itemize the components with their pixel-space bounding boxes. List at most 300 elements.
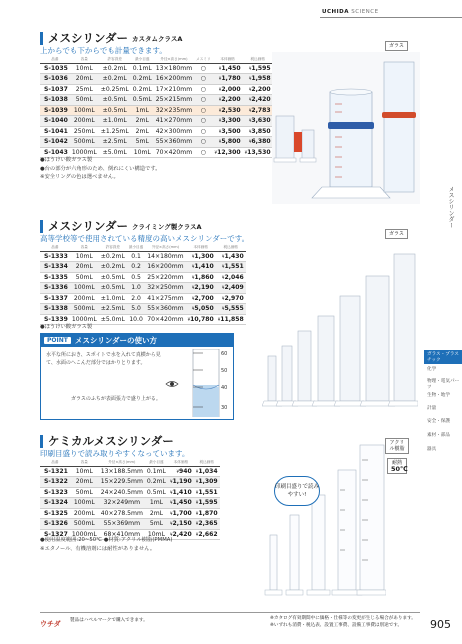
table-header: 外径×高さ(mm)	[99, 460, 145, 466]
product-code: S-1325	[40, 508, 70, 519]
table-cell: ±0.5mL	[99, 105, 131, 116]
section1-notes	[40, 156, 161, 182]
table-cell: 200mL	[70, 293, 99, 304]
table-cell: 0.1mL	[146, 467, 166, 475]
footer-note3: ※いずれも消費・税込表、設置工事費、設備工事費は別途です。	[270, 623, 403, 628]
table-cell	[186, 283, 216, 294]
section1-subtitle-tag: カスタムクラスA	[132, 34, 183, 43]
product-code: S-1037	[40, 84, 70, 95]
heat-label: 耐熱	[391, 460, 402, 466]
section2-product-image	[262, 236, 418, 416]
table-cell: ±1.0mL	[99, 116, 131, 127]
note-line: ●ほうけい酸ガラス製	[40, 324, 93, 330]
price-value: 11,858	[220, 315, 244, 323]
yen-symbol: ¥	[191, 306, 195, 312]
section2-material-tag: ガラス	[385, 229, 408, 239]
table-cell: 10mL	[70, 63, 99, 74]
side-tab-item[interactable]: 器具	[427, 447, 437, 452]
yen-symbol: ¥	[244, 149, 248, 155]
table-cell: 14×180mm	[147, 252, 184, 260]
table-cell: 2.0	[127, 293, 145, 304]
table-cell: 13×188.5mm	[100, 467, 143, 475]
table-cell: 50mL	[70, 95, 99, 106]
section1-title-text: メスシリンダー	[48, 31, 129, 45]
product-code: S-1324	[40, 498, 70, 509]
price-value: 2,150	[172, 520, 192, 528]
table-cell: 17×210mm	[155, 85, 193, 93]
table-cell: ○	[194, 147, 212, 158]
yen-symbol: ¥	[248, 97, 252, 103]
table-cell: ○	[194, 105, 212, 116]
yen-symbol: ¥	[218, 107, 222, 113]
table-cell: 32×249mm	[99, 498, 145, 509]
table-cell: 55×360mm	[147, 305, 184, 313]
product-code: S-1327	[40, 529, 70, 540]
table-row	[40, 116, 273, 127]
side-tab-item[interactable]: ガラス・プラスチック	[424, 350, 462, 364]
product-code: S-1043	[40, 147, 70, 158]
price-value: 2,783	[251, 106, 271, 114]
table-cell: 100mL	[70, 283, 99, 294]
table-cell: 0.5mL	[132, 96, 152, 104]
table-cell	[213, 137, 243, 148]
yen-symbol: ¥	[248, 107, 252, 113]
table-cell: 15×229.5mm	[100, 478, 143, 486]
product-code: S-1036	[40, 74, 70, 85]
table-cell: 0.2mL	[146, 478, 166, 486]
callout-text: 印刷目盛りで読みやすい!	[275, 484, 320, 498]
table-cell: ±2.5mL	[99, 137, 131, 148]
table-cell	[186, 314, 216, 325]
price-value: 2,970	[224, 294, 244, 302]
table-cell: ±5.0mL	[99, 147, 131, 158]
table-cell: 2mL	[145, 508, 168, 519]
point-banner	[40, 333, 234, 347]
meniscus-diagram	[181, 349, 233, 417]
yen-symbol: ¥	[248, 65, 252, 71]
table-cell: ±0.25mL	[100, 85, 129, 93]
table-cell: 25mL	[70, 84, 99, 95]
title-bar	[40, 220, 43, 233]
table-cell: 1000mL	[71, 315, 97, 323]
page-number: 905	[430, 618, 451, 631]
price-value: 2,420	[251, 96, 271, 104]
table-cell: 50mL	[70, 272, 99, 283]
scale-50: 50	[221, 368, 228, 374]
table-cell	[186, 293, 216, 304]
table-cell: 41×270mm	[155, 117, 193, 125]
yen-symbol: ¥	[218, 86, 222, 92]
yen-symbol: ¥	[169, 479, 173, 485]
price-value: 1,410	[172, 488, 192, 496]
table-cell	[168, 498, 194, 509]
table-cell	[213, 84, 243, 95]
table-cell: ○	[194, 63, 212, 74]
table-cell	[216, 262, 246, 273]
table-cell: 500mL	[70, 304, 99, 315]
price-value: 1,300	[194, 252, 214, 260]
yen-symbol: ¥	[195, 521, 199, 527]
price-value: 6,380	[251, 138, 271, 146]
table-cell: 41×275mm	[147, 294, 184, 302]
product-code: S-1323	[40, 487, 70, 498]
product-code: S-1035	[40, 63, 70, 74]
table-row	[40, 63, 273, 74]
yen-symbol: ¥	[169, 521, 173, 527]
table-cell	[243, 126, 273, 137]
price-value: 2,365	[198, 520, 218, 528]
price-value: 2,700	[194, 294, 214, 302]
price-value: 1,450	[221, 64, 241, 72]
yen-symbol: ¥	[221, 285, 225, 291]
table-cell	[194, 529, 220, 540]
product-code: S-1322	[40, 477, 70, 488]
title-bar	[40, 435, 43, 448]
table-cell: 70×420mm	[147, 315, 184, 323]
side-tab-item[interactable]: 物理・電気パーツ	[427, 379, 460, 390]
table-cell: 200mL	[70, 508, 99, 519]
table-header: 本体価格	[168, 460, 194, 466]
table-header: 外径×高さ(mm)	[145, 245, 185, 251]
table-row	[40, 519, 220, 530]
table-row	[40, 137, 273, 148]
price-value: 2,662	[198, 530, 218, 538]
price-value: 1,551	[224, 263, 244, 271]
yen-symbol: ¥	[248, 76, 252, 82]
section3-product-image	[262, 440, 386, 600]
table-cell	[168, 466, 194, 477]
section3-subtitle: 印刷目盛りで読み取りやすくなっています。	[40, 449, 190, 458]
side-tab-item[interactable]: 安全・保護	[427, 419, 450, 424]
yen-symbol: ¥	[218, 118, 222, 124]
price-value: 3,850	[251, 127, 271, 135]
yen-symbol: ¥	[221, 264, 225, 270]
table-header: 最小目盛	[145, 460, 168, 466]
section1-product-image	[272, 52, 420, 204]
table-cell	[168, 487, 194, 498]
price-value: 1,190	[172, 478, 192, 486]
table-cell: 250mL	[70, 126, 99, 137]
scale-30: 30	[221, 405, 228, 411]
yen-symbol: ¥	[218, 76, 222, 82]
note-line: ●使用温度範囲:20~50℃ ●材質:アクリル樹脂(PMMA)	[40, 537, 173, 543]
yen-symbol: ¥	[191, 274, 195, 280]
section2-subtitle-tag: クライミング製クラスA	[132, 222, 202, 231]
table-cell	[213, 147, 243, 158]
yen-symbol: ¥	[221, 253, 225, 259]
section3-notes	[40, 536, 172, 553]
product-code: S-1335	[40, 272, 70, 283]
table-cell: 2mL	[131, 126, 154, 137]
yen-symbol: ¥	[191, 253, 195, 259]
table-header: 最小目盛	[131, 57, 154, 63]
table-row	[40, 466, 220, 477]
table-header: 容量	[70, 460, 99, 466]
table-cell: 0.2	[127, 262, 145, 273]
yen-symbol: ¥	[221, 306, 225, 312]
price-value: 940	[179, 467, 192, 475]
yen-symbol: ¥	[191, 295, 195, 301]
table-cell: 0.5mL	[146, 488, 166, 496]
table-cell: 20mL	[70, 74, 99, 85]
point-box	[40, 347, 234, 420]
price-value: 2,046	[224, 273, 244, 281]
table-cell	[216, 251, 246, 262]
price-value: 1,034	[198, 467, 218, 475]
table-cell	[243, 84, 273, 95]
scale-40: 40	[221, 385, 228, 391]
price-value: 2,530	[221, 106, 241, 114]
table-cell: ±0.5mL	[100, 284, 125, 292]
table-header: 許容誤差	[99, 245, 127, 251]
table-cell	[216, 314, 246, 325]
yen-symbol: ¥	[176, 468, 180, 474]
section2-title-text: メスシリンダー	[48, 219, 129, 233]
table-cell: 2mL	[131, 116, 154, 127]
yen-symbol: ¥	[169, 531, 173, 537]
table-cell	[186, 272, 216, 283]
table-cell: 68×410mm	[99, 529, 145, 540]
price-value: 3,500	[221, 127, 241, 135]
table-cell	[168, 519, 194, 530]
table-cell: 1mL	[145, 498, 168, 509]
table-cell: 25×220mm	[147, 273, 184, 281]
yen-symbol: ¥	[248, 139, 252, 145]
table-cell: 500mL	[70, 519, 99, 530]
yen-symbol: ¥	[218, 97, 222, 103]
section1-subtitle: 上からでも下からでも計量できます。	[40, 46, 167, 55]
table-cell: 20mL	[70, 477, 99, 488]
yen-symbol: ¥	[217, 316, 221, 322]
brand-light: SCIENCE	[351, 9, 379, 15]
table-header: 品番	[40, 245, 70, 251]
note-line: ※エタノール、有機溶剤には耐性がありません。	[40, 545, 156, 552]
table-row	[40, 126, 273, 137]
product-code: S-1338	[40, 304, 70, 315]
table-cell: 200mL	[70, 116, 99, 127]
price-value: 1,860	[194, 273, 214, 281]
product-code: S-1336	[40, 283, 70, 294]
table-cell: 10.0	[127, 314, 145, 325]
yen-symbol: ¥	[195, 468, 199, 474]
price-value: 2,200	[251, 85, 271, 93]
table-header: メスミリ	[196, 57, 211, 62]
table-row	[40, 84, 273, 95]
table-cell: 1000mL	[71, 530, 97, 538]
yen-symbol: ¥	[195, 479, 199, 485]
table-cell	[194, 508, 220, 519]
price-value: 1,595	[198, 499, 218, 507]
table-cell	[243, 63, 273, 74]
table-cell: ±0.2mL	[100, 252, 125, 260]
footer-note2: ※カタログ有効期間中に価格・仕様等の変更が生じる場合があります。	[270, 616, 416, 621]
table-cell	[213, 95, 243, 106]
table-cell: ±0.2mL	[99, 74, 131, 85]
table-cell: 55×369mm	[99, 519, 145, 530]
note-line: ●ほうけい酸ガラス製	[40, 157, 93, 163]
yen-symbol: ¥	[191, 285, 195, 291]
table-cell	[213, 105, 243, 116]
note-line: ●台の部分が六角形のため、倒れにくい構造です。	[40, 165, 161, 172]
section2-notes	[40, 323, 92, 332]
price-value: 5,800	[221, 138, 241, 146]
table-cell	[194, 487, 220, 498]
safety-ring-icon	[328, 122, 374, 129]
table-cell	[194, 477, 220, 488]
table-cell: 100mL	[70, 105, 99, 116]
yen-symbol: ¥	[191, 264, 195, 270]
yen-symbol: ¥	[221, 274, 225, 280]
footer-logo: ウチダ	[40, 620, 61, 628]
table-cell	[216, 304, 246, 315]
yen-symbol: ¥	[218, 139, 222, 145]
table-header: 税込価格	[243, 57, 273, 63]
side-tab-item[interactable]: 生物・地学	[427, 393, 450, 398]
section3-title	[40, 433, 174, 449]
product-code: S-1042	[40, 137, 70, 148]
table-cell: 0.1mL	[132, 64, 152, 72]
table-row	[40, 304, 246, 315]
table-row	[40, 498, 220, 509]
table-header: 容量	[70, 57, 99, 63]
price-value: 2,409	[224, 284, 244, 292]
yen-symbol: ¥	[169, 489, 173, 495]
table-cell: 10mL	[145, 529, 168, 540]
table-cell: 24×240.5mm	[100, 488, 143, 496]
header-rule	[320, 17, 462, 18]
price-value: 1,430	[224, 252, 244, 260]
table-cell	[243, 137, 273, 148]
table-header: 容量	[70, 245, 99, 251]
price-value: 2,200	[221, 96, 241, 104]
table-cell: 13×180mm	[155, 64, 193, 72]
side-tab-item[interactable]: 計量	[427, 406, 437, 411]
point-text-1: 水平な所におき、スポイトで水を入れて真横から見て、水面のへこんだ部分ではかりとります。	[46, 352, 161, 366]
table-cell: ±0.5mL	[99, 95, 131, 106]
table-cell	[213, 63, 243, 74]
product-code: S-1040	[40, 116, 70, 127]
table-cell	[194, 498, 220, 509]
label-icon	[294, 132, 302, 152]
table-cell	[168, 477, 194, 488]
price-value: 1,780	[221, 75, 241, 83]
point-badge: POINT	[44, 337, 71, 344]
product-code: S-1337	[40, 293, 70, 304]
table-header: 本体価格	[213, 57, 243, 63]
table-cell	[213, 116, 243, 127]
table-cell: 16×200mm	[155, 75, 193, 83]
yen-symbol: ¥	[248, 128, 252, 134]
table-cell	[186, 262, 216, 273]
table-cell: ○	[194, 126, 212, 137]
section2-subtitle: 高等学校等で使用されている精度の高いメスシリンダーです。	[40, 234, 250, 243]
price-value: 3,630	[251, 117, 271, 125]
footer-rule	[40, 612, 420, 613]
table-row	[40, 251, 246, 262]
table-cell: 32×235mm	[155, 106, 193, 114]
yen-symbol: ¥	[218, 128, 222, 134]
table-cell: 55×360mm	[155, 138, 193, 146]
table-cell	[243, 74, 273, 85]
table-cell	[186, 304, 216, 315]
price-value: 1,309	[198, 478, 218, 486]
table-cell	[243, 95, 273, 106]
yen-symbol: ¥	[248, 86, 252, 92]
section3-title-text: ケミカルメスシリンダー	[48, 434, 174, 448]
note-line: ※安全リングの色は選べません。	[40, 174, 119, 181]
section1-title	[40, 30, 182, 46]
table-cell: 5mL	[131, 137, 154, 148]
table-cell: 70×420mm	[155, 148, 193, 156]
table-cell: 500mL	[70, 137, 99, 148]
table-cell: 1000mL	[71, 148, 97, 156]
section3-callout	[274, 476, 320, 506]
price-value: 1,595	[251, 64, 271, 72]
table-cell: ±1.0mL	[100, 294, 125, 302]
table-cell: 0.5	[127, 272, 145, 283]
price-value: 1,700	[172, 509, 192, 517]
table-cell: ○	[194, 84, 212, 95]
product-code: S-1039	[40, 105, 70, 116]
table-cell: ±0.2mL	[99, 63, 131, 74]
side-tab-item[interactable]: 化学	[427, 367, 437, 372]
table-header: 品番	[40, 460, 70, 466]
product-code: S-1333	[40, 251, 70, 262]
table-header: 許容誤差	[99, 57, 131, 63]
price-value: 10,780	[190, 315, 214, 323]
yen-symbol: ¥	[169, 500, 173, 506]
yen-symbol: ¥	[195, 500, 199, 506]
table-cell: 100mL	[70, 498, 99, 509]
section2-spec-table	[40, 245, 246, 325]
price-value: 13,530	[247, 148, 271, 156]
yen-symbol: ¥	[218, 65, 222, 71]
brand-header	[322, 9, 379, 15]
table-cell: 42×300mm	[155, 127, 193, 135]
section1-spec-table	[40, 57, 273, 158]
table-cell	[243, 147, 273, 158]
table-cell: 40×278.5mm	[100, 509, 143, 517]
table-header: 外径×高さ(mm)	[154, 57, 194, 63]
table-header: 税込価格	[216, 245, 246, 251]
price-value: 12,300	[217, 148, 241, 156]
price-value: 3,300	[221, 117, 241, 125]
price-value: 5,555	[224, 305, 244, 313]
product-code: S-1334	[40, 262, 70, 273]
table-row	[40, 74, 273, 85]
section3-material-tag: アクリル樹脂	[385, 438, 409, 454]
table-cell: ±0.5mL	[100, 273, 125, 281]
table-row	[40, 293, 246, 304]
side-tab-item[interactable]: 素材・部品	[427, 433, 450, 438]
price-value: 5,050	[194, 305, 214, 313]
table-cell	[194, 519, 220, 530]
section3-heat-tag	[387, 458, 407, 474]
table-cell: 10mL	[131, 147, 154, 158]
table-cell	[186, 251, 216, 262]
table-cell: ±1.25mL	[100, 127, 129, 135]
section1-material-tag: ガラス	[385, 41, 408, 51]
table-row	[40, 105, 273, 116]
price-value: 1,410	[194, 263, 214, 271]
table-cell: 0.2mL	[132, 75, 152, 83]
product-code: S-1038	[40, 95, 70, 106]
table-cell: 5mL	[145, 519, 168, 530]
footer-note1: 製品はハペルマークで購入できます。	[70, 618, 148, 623]
point-title: メスシリンダーの使い方	[74, 335, 158, 345]
table-cell: 0.1	[127, 251, 145, 262]
side-vertical-label: メスシリンダー	[447, 186, 454, 228]
